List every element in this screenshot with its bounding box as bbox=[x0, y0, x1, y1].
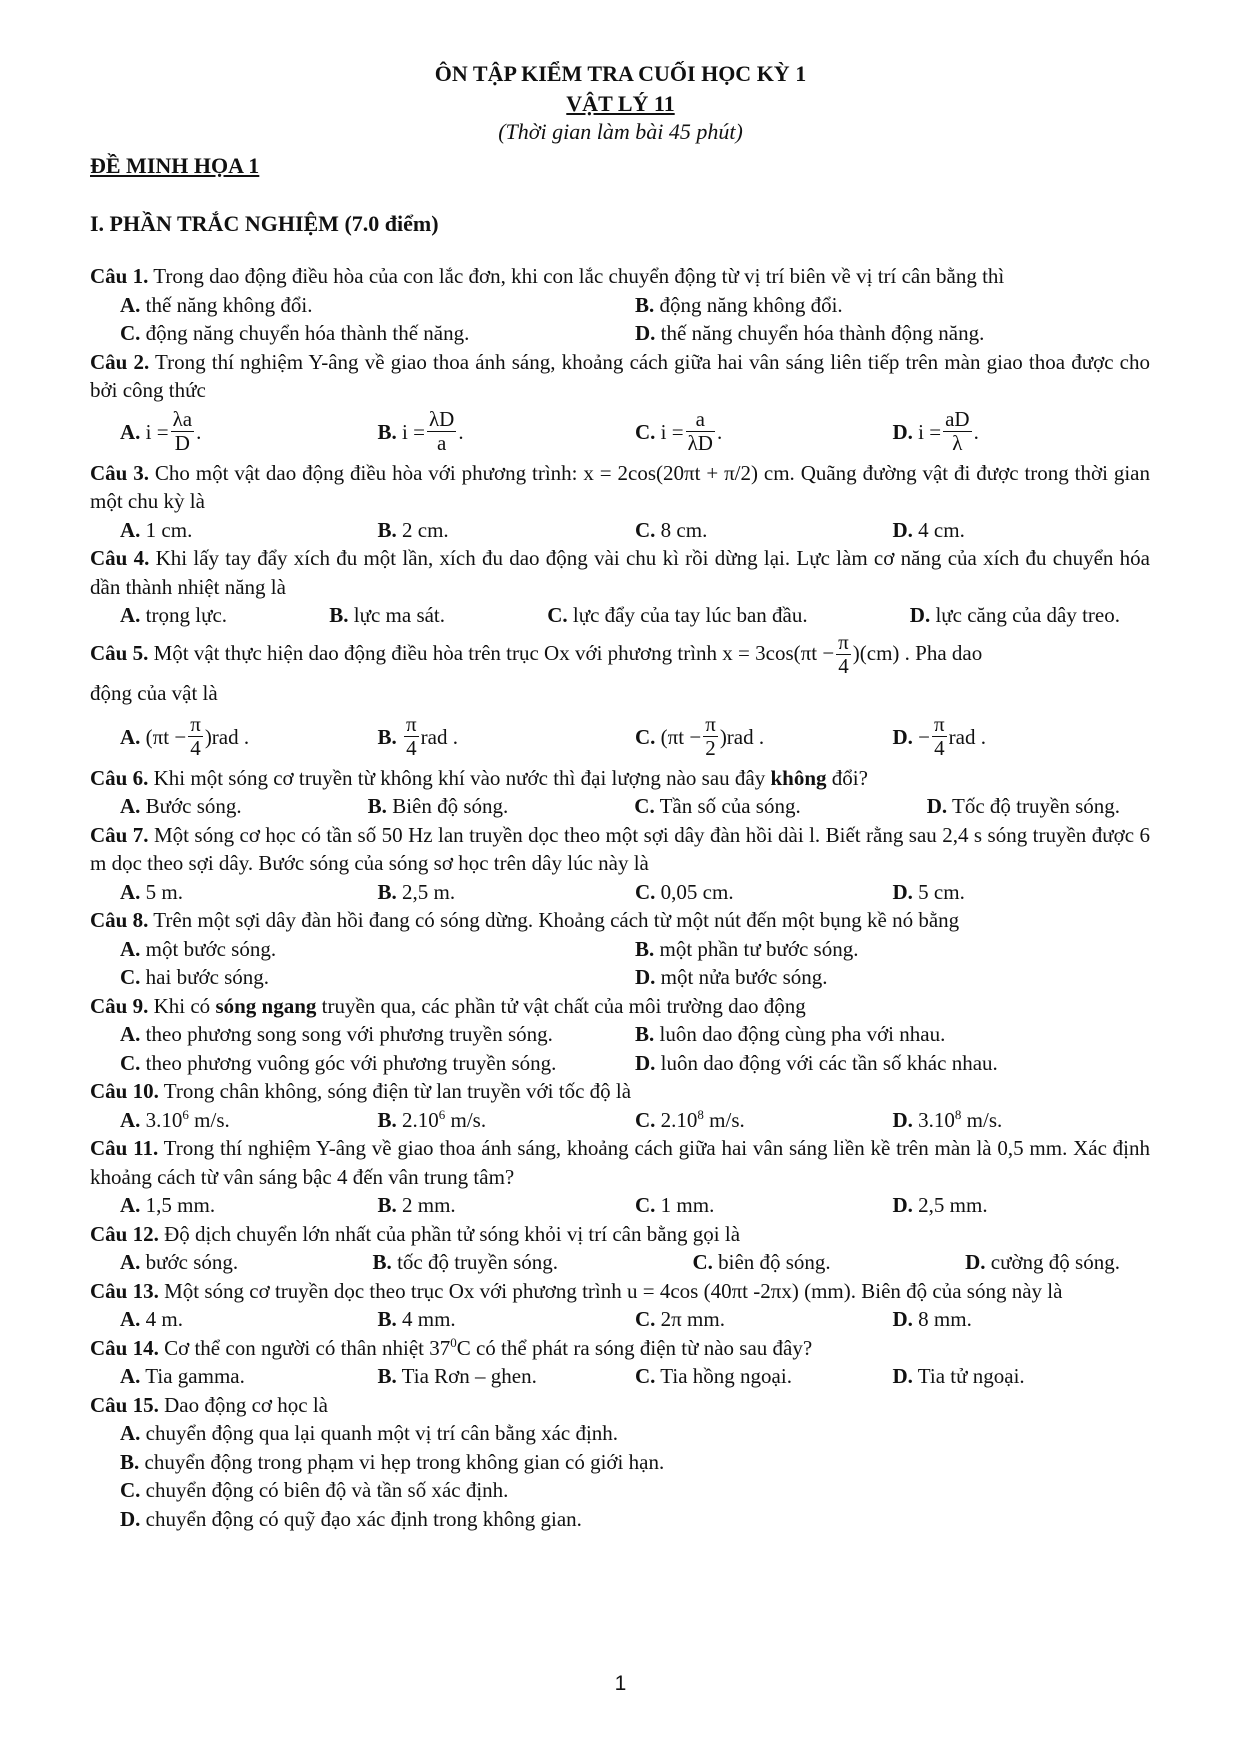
option-d[interactable]: D. một nửa bước sóng. bbox=[635, 965, 828, 989]
option-b[interactable]: B. 2.10$^6$ m/s. bbox=[377, 1106, 487, 1132]
option-b[interactable]: B. lực ma sát. bbox=[329, 603, 446, 627]
fraction: $\frac{\pi}{2}$ bbox=[705, 711, 716, 760]
question-stem: Trên một sợi dây đàn hồi đang có sóng dừng. Khoảng cách từ một nút đến một bụng kề nó bằng bbox=[148, 908, 960, 932]
question-stem: Trong dao động điều hòa của con lắc đơn, khi con lắc chuyển động từ vị trí biên về vị trí cân bằng thì bbox=[148, 264, 1005, 288]
question-stem: Một sóng cơ học có tần số 50 Hz lan truyền dọc theo một sợi dây đàn hồi dài l. Biết rằng sau 2,4 s sóng truyền được 6 m dọc theo sợi dây. Bước sóng của sóng sơ học trên dây lúc này là bbox=[90, 822, 1150, 875]
question-15 bbox=[90, 1391, 1150, 1534]
question-number: Câu 9. bbox=[90, 993, 149, 1018]
question-stem: Cơ thể con người có thân nhiệt 37 bbox=[158, 1335, 451, 1360]
option-b[interactable]: B. 2,5 m. bbox=[377, 879, 456, 904]
question-number: Câu 8. bbox=[90, 908, 149, 932]
fraction: $\frac{\pi}{4}$ bbox=[838, 630, 849, 679]
option-d[interactable]: D. 8 mm. bbox=[892, 1307, 972, 1331]
option-c[interactable]: C. Tần số của sóng. bbox=[634, 794, 801, 818]
option-d[interactable]: D. 2,5 mm. bbox=[892, 1193, 988, 1217]
question-number: Câu 14. bbox=[90, 1335, 159, 1360]
question-number: Câu 4. bbox=[90, 546, 150, 570]
question-list bbox=[90, 262, 1150, 1533]
question-stem: Một vật thực hiện dao động điều hòa trên trục Ox với phương trình x = 3cos(πt − bbox=[148, 640, 835, 665]
option-c[interactable]: C. 2.10$^8$ m/s. bbox=[635, 1106, 745, 1132]
question-stem: Khi có bbox=[148, 993, 216, 1018]
option-c[interactable]: C. i = $\frac{a}{\lambda D}$ . bbox=[635, 406, 723, 455]
option-b[interactable]: B. luôn dao động cùng pha với nhau. bbox=[635, 1022, 946, 1046]
question-number: Câu 5. bbox=[90, 640, 149, 665]
option-b[interactable]: B. động năng không đổi. bbox=[635, 292, 843, 317]
question-9: Câu 9. Khi có sóng ngang truyền qua, các phần tử vật chất của môi trường dao động A. theo phương song song với phương truyền sóng. B. luôn dao động cùng pha với nhau. C. theo phương vuông góc với phương truyền sóng. D. luôn dao động với các tần số khác nhau. bbox=[90, 992, 1150, 1078]
question-number: Câu 2. bbox=[90, 349, 150, 374]
option-b[interactable]: B. i = $\frac{\lambda D}{a}$ . bbox=[377, 406, 464, 455]
option-a[interactable]: A. bước sóng. bbox=[120, 1250, 239, 1274]
question-7 bbox=[90, 821, 1150, 907]
option-d[interactable]: D. cường độ sóng. bbox=[965, 1250, 1120, 1274]
question-stem: Trong thí nghiệm Y-âng về giao thoa ánh sáng, khoảng cách giữa hai vân sáng liên tiếp trên màn giao thoa được cho bởi công thức bbox=[90, 349, 1150, 402]
question-4 bbox=[90, 544, 1150, 630]
option-c[interactable]: C. chuyển động có biên độ và tần số xác định. bbox=[120, 1478, 509, 1502]
question-stem: Trong chân không, sóng điện từ lan truyền với tốc độ là bbox=[158, 1079, 632, 1103]
option-c[interactable]: C. hai bước sóng. bbox=[120, 965, 270, 989]
option-d[interactable]: D. thế năng chuyển hóa thành động năng. bbox=[635, 321, 985, 345]
question-1 bbox=[90, 262, 1150, 348]
question-stem: Dao động cơ học là bbox=[158, 1392, 328, 1417]
question-stem: Cho một vật dao động điều hòa với phương trình: x = 2cos(20πt + π/2) cm. Quãng đường vật đi được trong thời gian một chu kỳ là bbox=[90, 460, 1150, 513]
option-a[interactable]: A. 3.10$^6$ m/s. bbox=[120, 1106, 230, 1132]
option-c[interactable]: C. 8 cm. bbox=[635, 517, 708, 542]
page-number: 1 bbox=[614, 1672, 627, 1695]
option-d[interactable]: D. Tia tử ngoại. bbox=[892, 1364, 1025, 1388]
option-c[interactable]: C. 2π mm. bbox=[635, 1307, 725, 1331]
option-b[interactable]: B. tốc độ truyền sóng. bbox=[372, 1250, 559, 1274]
option-a[interactable]: A. 1,5 mm. bbox=[120, 1193, 216, 1217]
option-a[interactable]: A. thế năng không đổi. bbox=[120, 292, 313, 317]
question-number: Câu 7. bbox=[90, 822, 149, 847]
option-d[interactable]: D. luôn dao động với các tần số khác nhau. bbox=[635, 1050, 998, 1075]
option-a[interactable]: A. (πt − $\frac{\pi}{4}$ )rad . bbox=[120, 711, 250, 760]
fraction: $\frac{\pi}{4}$ bbox=[406, 711, 417, 760]
question-8 bbox=[90, 906, 1150, 992]
option-c[interactable]: C. 1 mm. bbox=[635, 1193, 715, 1217]
question-13 bbox=[90, 1277, 1150, 1334]
question-number: Câu 12. bbox=[90, 1221, 159, 1246]
option-b[interactable]: B. 2 mm. bbox=[377, 1193, 456, 1217]
question-stem: Một sóng cơ truyền dọc theo trục Ox với phương trình u = 4cos (40πt -2πx) (mm). Biên độ của sóng này là bbox=[158, 1278, 1063, 1303]
question-number: Câu 1. bbox=[90, 264, 149, 288]
option-a[interactable]: A. 5 m. bbox=[120, 879, 184, 904]
option-d[interactable]: D. lực căng của dây treo. bbox=[909, 603, 1120, 627]
option-c[interactable]: C. theo phương vuông góc với phương truyền sóng. bbox=[120, 1050, 557, 1075]
question-number: Câu 11. bbox=[90, 1136, 159, 1160]
question-number: Câu 15. bbox=[90, 1392, 159, 1417]
subject-title: VẬT LÝ 11 bbox=[566, 91, 675, 116]
option-a[interactable]: A. Tia gamma. bbox=[120, 1364, 245, 1388]
option-d[interactable]: D. 4 cm. bbox=[892, 517, 965, 542]
option-c[interactable]: C. 0,05 cm. bbox=[635, 879, 734, 904]
option-b[interactable]: B. một phần tư bước sóng. bbox=[635, 936, 859, 961]
option-a[interactable]: A. i = $\frac{\lambda a}{D}$ . bbox=[120, 406, 202, 455]
option-d[interactable]: D. i = $\frac{aD}{\lambda}$ . bbox=[892, 406, 979, 455]
duration-note: (Thời gian làm bài 45 phút) bbox=[498, 119, 743, 144]
option-a[interactable]: A. 1 cm. bbox=[120, 517, 193, 542]
question-stem: Khi một sóng cơ truyền từ không khí vào nước thì đại lượng nào sau đây bbox=[148, 765, 771, 790]
question-stem-cont: động của vật là bbox=[90, 680, 218, 705]
question-stem: Trong thí nghiệm Y-âng về giao thoa ánh sáng, khoảng cách giữa hai vân sáng liền kề trên màn là 0,5 mm. Xác định khoảng cách từ vân sáng bậc 4 đến vân trung tâm? bbox=[90, 1136, 1150, 1189]
option-b[interactable]: B. Biên độ sóng. bbox=[367, 794, 509, 818]
exam-label: ĐỀ MINH HỌA 1 bbox=[90, 153, 260, 178]
option-b[interactable]: B. chuyển động trong phạm vi hẹp trong không gian có giới hạn. bbox=[120, 1449, 665, 1474]
option-c[interactable]: C. (πt − $\frac{\pi}{2}$ )rad . bbox=[635, 711, 765, 760]
question-5: Câu 5. Một vật thực hiện dao động điều hòa trên trục Ox với phương trình x = 3cos(πt − $\frac{\pi}{4}$ )(cm) . Pha dao động của vật là A. (πt − $\frac{\pi}{4}$ )rad . B. $\frac{\pi}{4}$ rad . C. (πt − $\frac{\pi}{2}$ )rad . D. − $\frac{\pi}{4}$ rad . bbox=[90, 630, 1150, 764]
option-d[interactable]: D. 3.10$^8$ m/s. bbox=[892, 1106, 1003, 1132]
fraction: $\frac{\pi}{4}$ bbox=[934, 711, 945, 760]
option-d[interactable]: D. chuyển động có quỹ đạo xác định trong không gian. bbox=[120, 1506, 582, 1531]
option-c[interactable]: C. biên độ sóng. bbox=[692, 1250, 831, 1274]
option-c[interactable]: C. lực đẩy của tay lúc ban đầu. bbox=[547, 603, 808, 627]
question-11 bbox=[90, 1134, 1150, 1220]
fraction: $\frac{\lambda a}{D}$ bbox=[172, 406, 193, 455]
fraction: $\frac{\lambda D}{a}$ bbox=[428, 406, 455, 455]
option-a[interactable]: A. một bước sóng. bbox=[120, 936, 277, 961]
question-number: Câu 13. bbox=[90, 1278, 159, 1303]
question-stem: Khi lấy tay đẩy xích đu một lần, xích đu dao động vài chu kì rồi dừng lại. Lực làm cơ năng của xích đu chuyển hóa dần thành nhiệt năng là bbox=[90, 546, 1150, 599]
question-number: Câu 6. bbox=[90, 765, 149, 790]
fraction: $\frac{a}{\lambda D}$ bbox=[687, 406, 713, 455]
option-a[interactable]: A. Bước sóng. bbox=[120, 794, 242, 818]
option-b[interactable]: B. 2 cm. bbox=[377, 517, 449, 542]
option-a[interactable]: A. 4 m. bbox=[120, 1307, 184, 1331]
fraction: $\frac{\pi}{4}$ bbox=[190, 711, 201, 760]
question-number: Câu 3. bbox=[90, 460, 149, 485]
option-c[interactable]: C. Tia hồng ngoại. bbox=[635, 1364, 792, 1388]
document-title: ÔN TẬP KIỂM TRA CUỐI HỌC KỲ 1 bbox=[434, 61, 807, 86]
question-stem: Độ dịch chuyển lớn nhất của phần tử sóng khỏi vị trí cân bằng gọi là bbox=[158, 1221, 741, 1246]
option-b[interactable]: B. Tia Rơn – ghen. bbox=[377, 1364, 537, 1388]
question-14: Câu 14. Cơ thể con người có thân nhiệt $37^0C$ có thể phát ra sóng điện từ nào sau đây? A. Tia gamma. B. Tia Rơn – ghen. C. Tia hồng ngoại. D. Tia tử ngoại. bbox=[90, 1334, 1150, 1391]
option-b[interactable]: B. 4 mm. bbox=[377, 1307, 456, 1331]
question-6: Câu 6. Khi một sóng cơ truyền từ không khí vào nước thì đại lượng nào sau đây không đổi? A. Bước sóng. B. Biên độ sóng. C. Tần số của sóng. D. Tốc độ truyền sóng. bbox=[90, 764, 1150, 821]
option-d[interactable]: D. − $\frac{\pi}{4}$ rad . bbox=[892, 711, 986, 760]
option-b[interactable]: B. $\frac{\pi}{4}$ rad . bbox=[377, 711, 458, 760]
question-number: Câu 10. bbox=[90, 1079, 159, 1103]
question-12 bbox=[90, 1220, 1150, 1277]
fraction: $\frac{aD}{\lambda}$ bbox=[945, 406, 970, 455]
option-d[interactable]: D. 5 cm. bbox=[892, 879, 965, 904]
option-c[interactable]: C. động năng chuyển hóa thành thế năng. bbox=[120, 321, 470, 345]
question-10 bbox=[90, 1077, 1150, 1134]
option-d[interactable]: D. Tốc độ truyền sóng. bbox=[926, 794, 1120, 818]
option-a[interactable]: A. theo phương song song với phương truyền sóng. bbox=[120, 1022, 553, 1046]
section-heading: I. PHẦN TRẮC NGHIỆM (7.0 điểm) bbox=[90, 211, 439, 236]
question-2 bbox=[90, 348, 1150, 459]
option-a[interactable]: A. trọng lực. bbox=[120, 603, 228, 627]
question-3 bbox=[90, 459, 1150, 545]
option-a[interactable]: A. chuyển động qua lại quanh một vị trí cân bằng xác định. bbox=[120, 1421, 619, 1445]
